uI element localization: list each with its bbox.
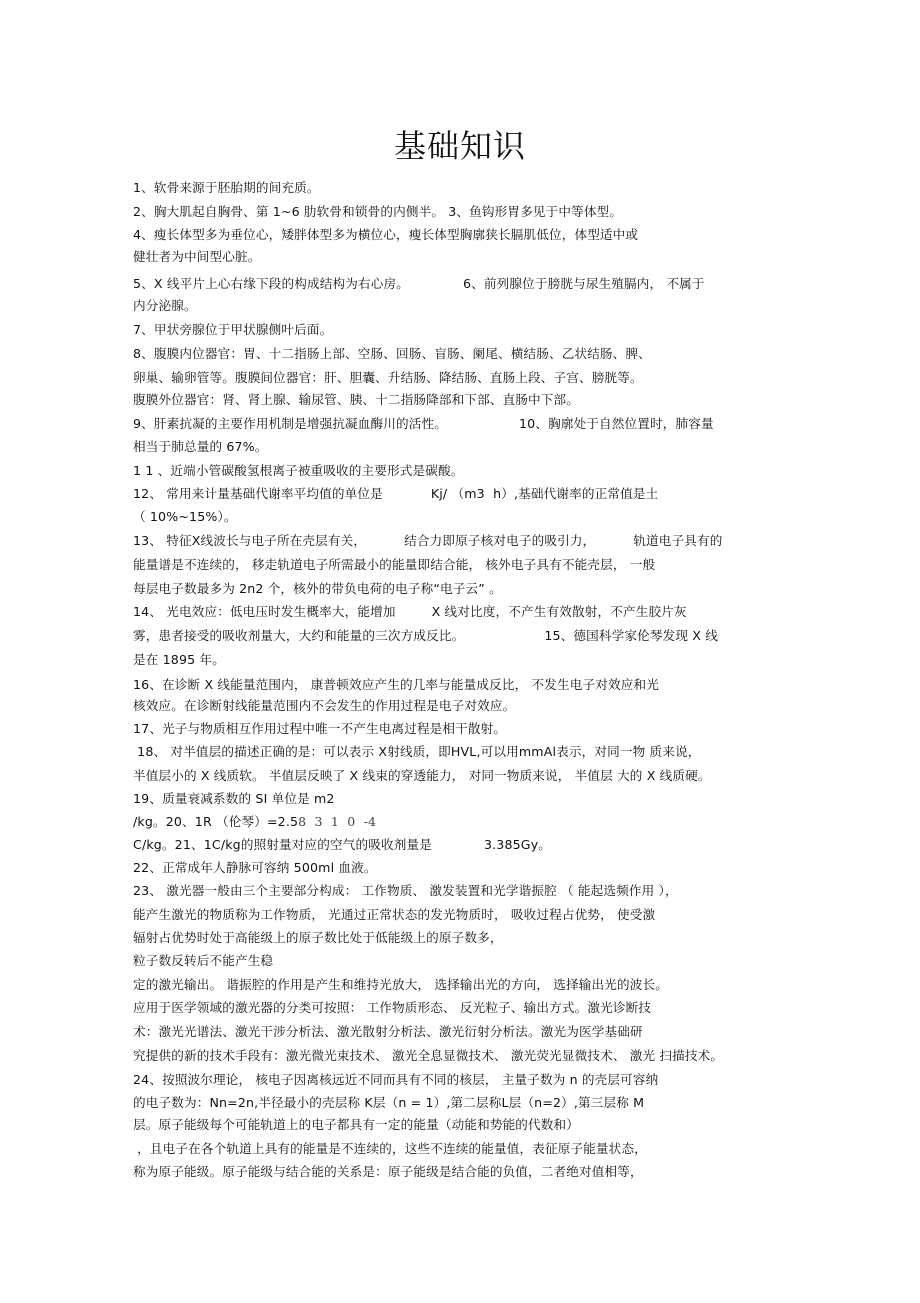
line-text: 12、 常用来计量基础代谢率平均值的单位是 [133,486,383,501]
line-text: 24、按照波尔理论， 核电子因离核远近不同而具有不同的核层， 主量子数为 n 的壳层可容纳 [133,1072,659,1087]
line-text: 15、德国科学家伦琴发现 X 线 [544,628,718,643]
text-line [133,952,273,970]
text-line [133,1163,643,1181]
text-line [133,1071,658,1089]
line-text: 18、 对半值层的描述正确的是：可以表示 X射线质，即HVL,可以用mmAl表示，对同一物 质来说， [133,744,701,759]
line-text: 能量谱是不连续的， 移走轨道电子所需最小的能量即结合能， 核外电子具有不能壳层， 一般 [133,557,656,572]
line-text: 能产生激光的物质称为工作物质， 光通过正常状态的发光物质时， 吸收过程占优势， 使受激 [133,907,656,922]
line-text: 内分泌腺。 [133,298,197,313]
text-line [133,743,700,761]
line-text: 术：激光光谱法、激光干涉分析法、激光散射分析法、激光衍射分析法。激光为医学基础研 [133,1024,643,1039]
line-text: 8 3 1 0 -4 [298,814,377,829]
text-line [133,627,718,645]
line-text: 是在 1895 年。 [133,652,225,667]
line-text: （ 10%~15%）。 [133,509,237,524]
text-line [133,556,655,574]
text-line [133,651,225,669]
line-text: 每层电子数最多为 2n2 个，核外的带负电荷的电子称“电子云” 。 [133,581,502,596]
text-line [133,508,237,526]
line-text: 8、腹膜内位器官：胃、十二指肠上部、空肠、回肠、盲肠、阑尾、横结肠、乙状结肠、脾、 [133,346,651,361]
text-line [133,321,332,339]
line-text: 1 1 、近端小管碳酸氢根离子被重吸收的主要形式是碳酸。 [133,463,464,478]
line-text: 19、质量衰减系数的 SI 单位是 m2 [133,791,335,806]
text-line [133,580,502,598]
text-line [133,248,260,266]
text-line [133,1094,644,1112]
line-text: /kg。20、1R （伦琴）=2.5 [133,814,299,829]
text-line [133,999,651,1017]
text-line [133,203,622,221]
line-text: 7、甲状旁腺位于甲状腺侧叶后面。 [133,322,333,337]
text-line [133,1116,579,1134]
line-text: 应用于医学领域的激光器的分类可按照： 工作物质形态、 反光粒子、输出方式。激光诊断技 [133,1000,652,1015]
line-text: 半值层小的 X 线质软。 半值层反映了 X 线束的穿透能力， 对同一物质来说， 半值层 大的 X 线质硬。 [133,768,711,783]
text-line [133,697,515,715]
line-text: C/kg。21、1C/kg的照射量对应的空气的吸收剂量是 [133,837,432,852]
text-line [133,882,678,900]
line-text: 14、 光电效应：低电压时发生概率大，能增加 [133,604,396,619]
line-text: 5、X 线平片上心右缘下段的构成结构为右心房。 [133,276,409,291]
line-text: 结合力即原子核对电子的吸引力， [404,533,596,548]
line-text: 13、 特征X线波长与电子所在壳层有关， [133,533,367,548]
line-text: 粒子数反转后不能产生稳 [133,953,274,968]
line-text: 4、瘦长体型多为垂位心，矮胖体型多为横位心，瘦长体型胸廓狭长膈肌低位，体型适中或 [133,227,639,242]
text-line [133,1047,723,1065]
text-line [133,929,503,947]
line-text: Kj/ （m3 h）,基础代谢率的正常值是土 [430,486,659,501]
text-line [133,859,377,877]
text-line [133,438,268,456]
text-line [133,369,643,387]
text-line [133,462,463,480]
line-text: 层。原子能级每个可能轨道上的电子都具有一定的能量（动能和势能的代数和） [133,1117,580,1132]
line-text: 9、肝素抗凝的主要作用机制是增强抗凝血酶川的活性。 [133,416,448,431]
line-text: 定的激光输出。 谐振腔的作用是产生和维持光放大， 选择输出光的方向， 选择输出光的波长。 [133,977,668,992]
text-line [133,415,714,433]
line-text: 23、 激光器一般由三个主要部分构成： 工作物质、 激发装置和光学谐振腔 （ 能起选频作用 ）， [133,883,678,898]
line-text: 轨道电子具有的 [633,533,723,548]
text-line [133,790,335,808]
text-line [133,275,705,293]
line-text: 1、软骨来源于胚胎期的间充质。 [133,180,320,195]
text-line [133,906,655,924]
text-line [133,179,320,197]
line-text: 16、在诊断 X 线能量范围内， 康普顿效应产生的几率与能量成反比， 不发生电子对效应和光 [133,677,659,692]
line-text: 称为原子能级。原子能级与结合能的关系是：原子能级是结合能的负值，二者绝对值相等， [133,1164,643,1179]
text-line [133,226,638,244]
line-text: 健壮者为中间型心脏。 [133,249,261,264]
text-line [133,1140,647,1158]
line-text: 腹膜外位器官：肾、肾上腺、输尿管、胰、十二指肠降部和下部、直肠中下部。 [133,392,580,407]
page-title: 基础知识 [393,127,526,165]
text-line [133,345,651,363]
line-text: 雾，患者接受的吸收剂量大，大约和能量的三次方成反比。 [133,628,465,643]
text-line [133,836,551,854]
text-line [133,485,658,503]
line-text: 22、正常成年人静脉可容纳 500ml 血液。 [133,860,377,875]
line-text: 核效应。在诊断射线能量范围内不会发生的作用过程是电子对效应。 [133,698,516,713]
line-text: 的电子数为：Nn=2n,半径最小的壳层称 K层（n = 1）,第二层称L层（n=2）,第三层称 M [133,1095,645,1110]
text-line [133,297,197,315]
text-line [133,603,687,621]
text-line [133,676,659,694]
text-line [133,813,376,831]
line-text: 究提供的新的技术手段有：激光微光束技术、 激光全息显微技术、 激光荧光显微技术、 激光 扫描技术。 [133,1048,724,1063]
line-text: 3.385Gy。 [483,837,552,852]
line-text: 17、光子与物质相互作用过程中唯一不产生电离过程是相干散射。 [133,721,507,736]
line-text: 辐射占优势时处于高能级上的原子数比处于低能级上的原子数多， [133,930,503,945]
line-text: ，且电子在各个轨道上具有的能量是不连续的，这些不连续的能量值，表征原子能量状态， [133,1141,647,1156]
line-text: 2、胸大肌起自胸骨、第 1~6 肋软骨和锁骨的内侧半。 3、鱼钩形胃多见于中等体型。 [133,204,623,219]
text-line [133,767,711,785]
line-text: X 线对比度，不产生有效散射，不产生胶片灰 [431,604,687,619]
text-line [133,391,579,409]
text-line [133,720,506,738]
line-text: 10、胸廓处于自然位置时，肺容量 [519,416,714,431]
text-line [133,976,668,994]
line-text: 相当于肺总量的 67%。 [133,439,268,454]
line-text: 6、前列腺位于膀胱与尿生殖膈内， 不属于 [462,276,705,291]
text-line [133,1023,643,1041]
text-line [133,532,723,550]
line-text: 卵巢、输卵管等。腹膜间位器官：肝、胆囊、升结肠、降结肠、直肠上段、子宫、膀胱等。 [133,370,643,385]
